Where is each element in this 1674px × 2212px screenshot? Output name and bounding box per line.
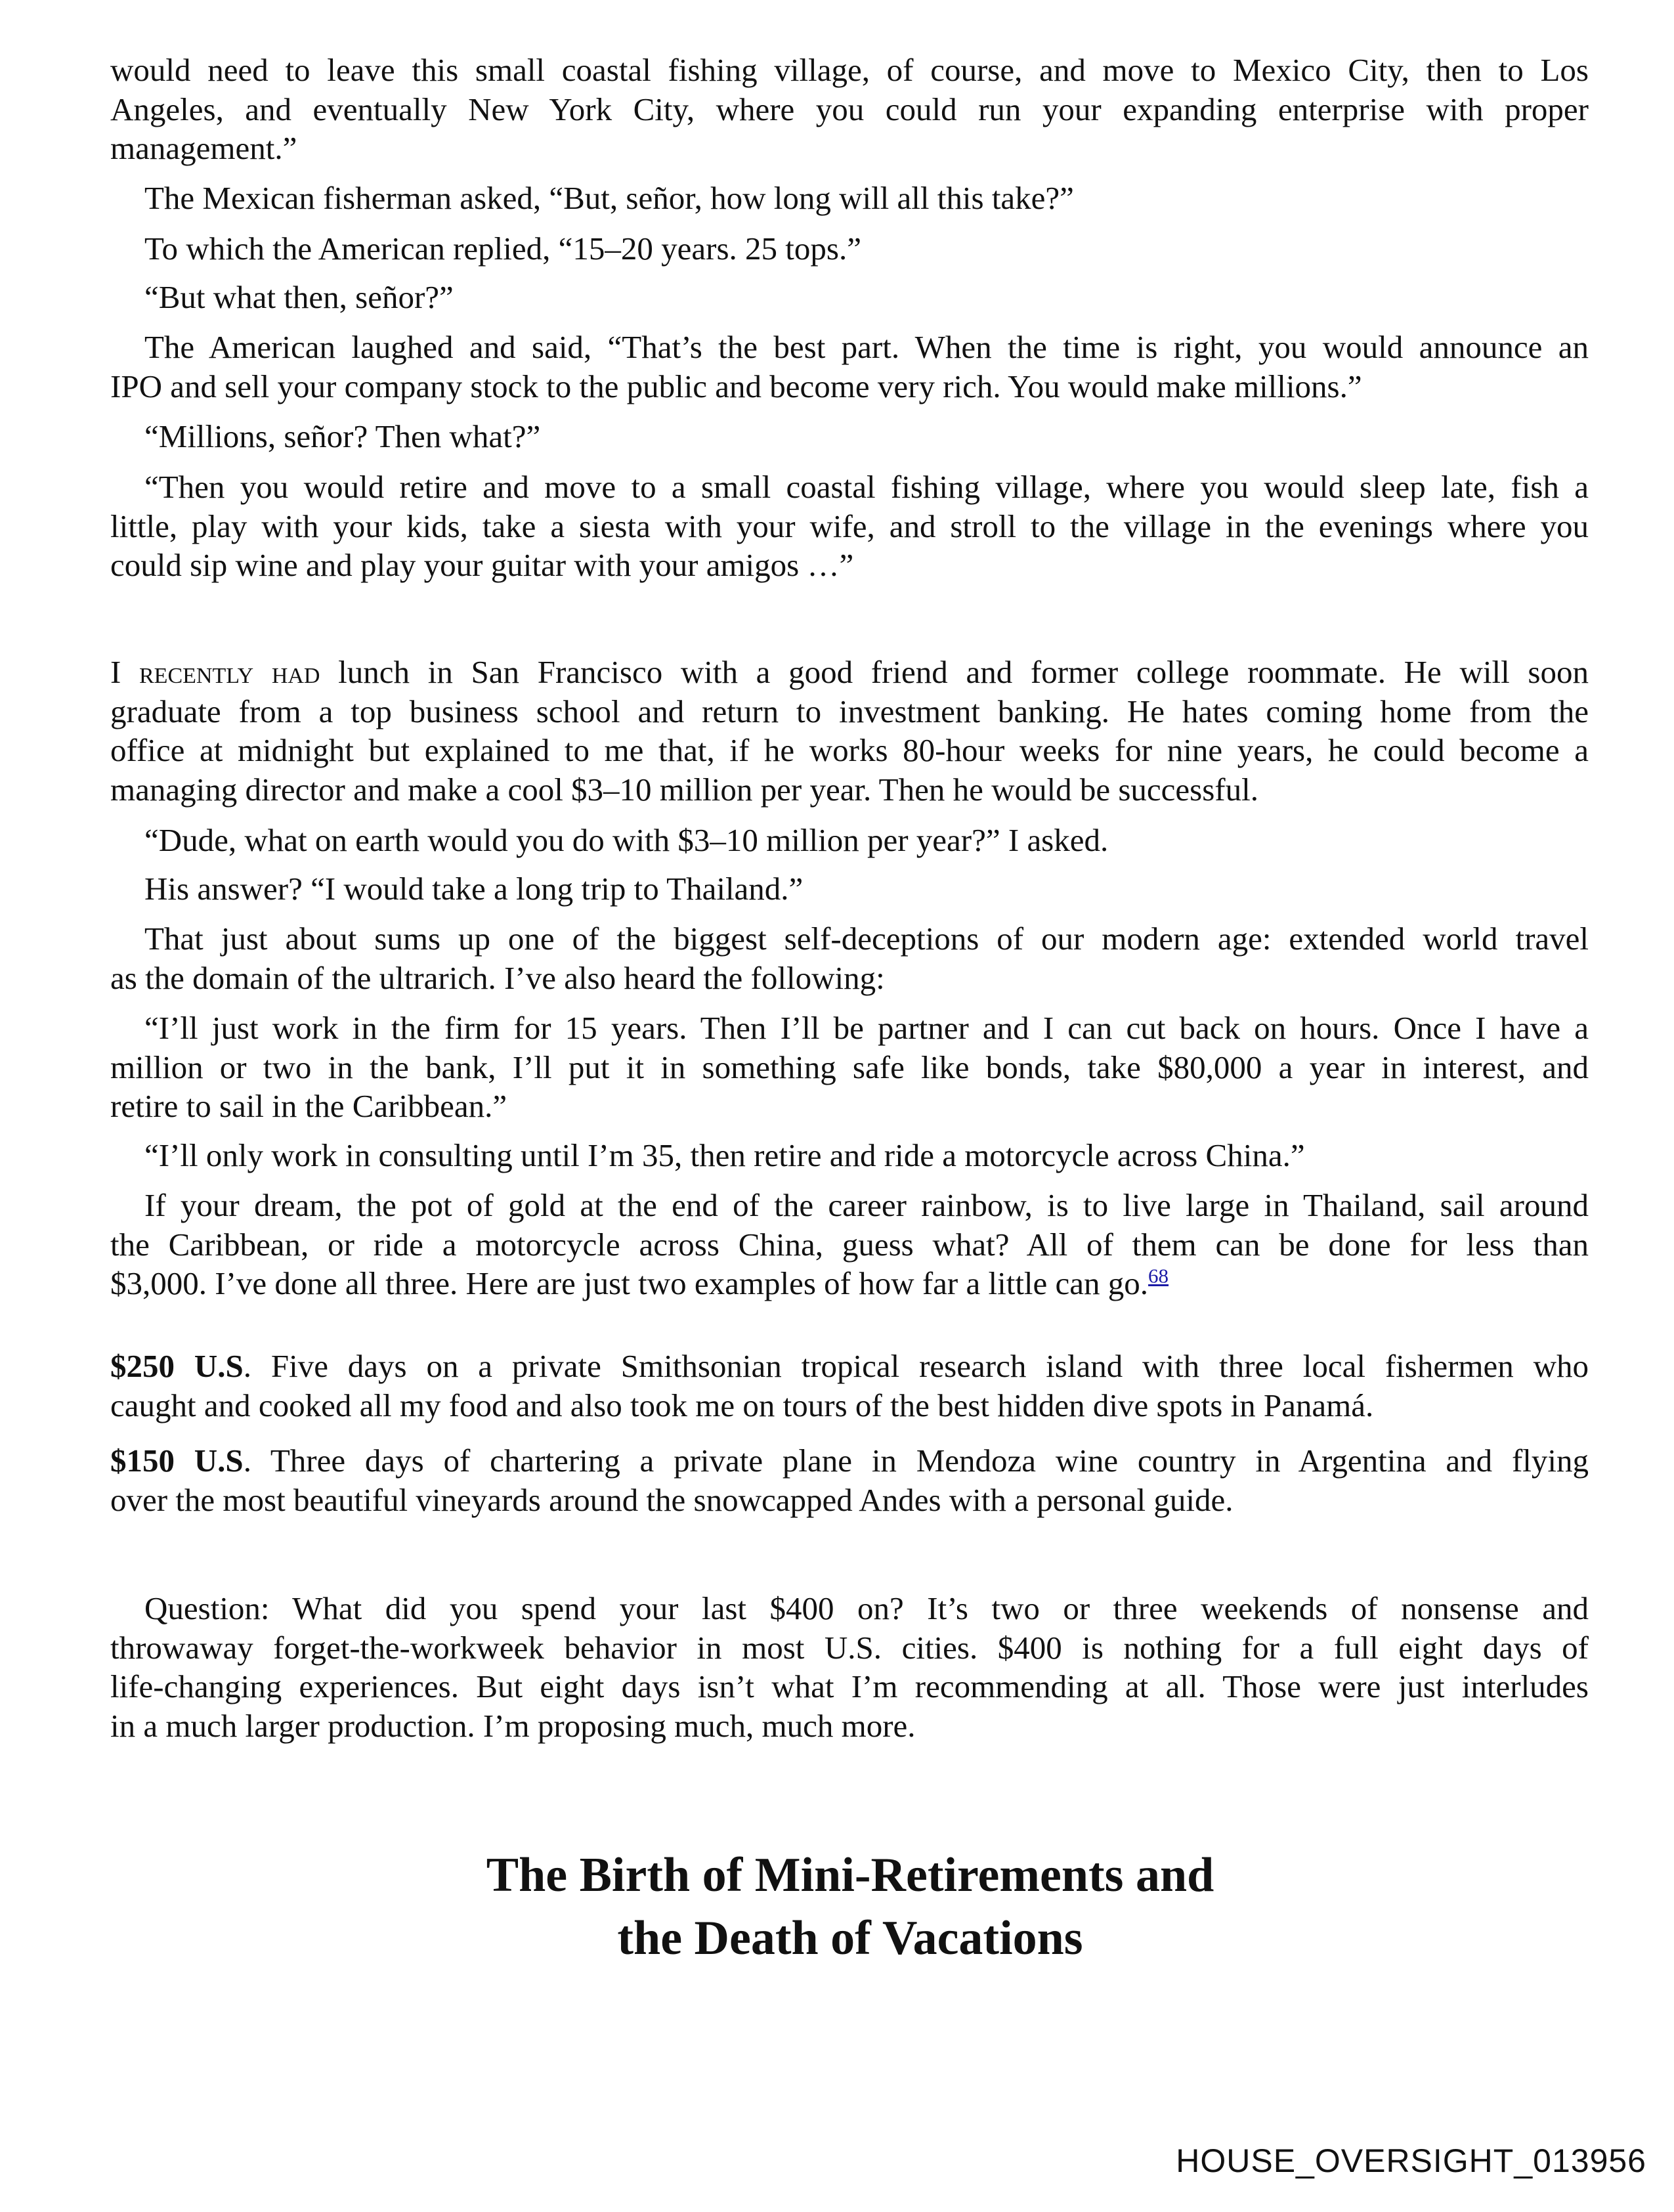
text-line bbox=[110, 1136, 1589, 1175]
text-line bbox=[110, 1628, 1589, 1668]
text-line bbox=[110, 417, 1589, 456]
line-text: . Three days of chartering a private plane in Mendoza wine country in Argentina and flying bbox=[243, 1442, 1589, 1479]
line-text: “Then you would retire and move to a small coastal fishing village, where you would sleep late, fish a bbox=[144, 469, 1589, 505]
line-text: “I’ll just work in the firm for 15 years. Then I’ll be partner and I can cut back on hours. Once I have a bbox=[144, 1010, 1589, 1046]
paragraph bbox=[110, 1008, 1589, 1126]
line-text: The Mexican fisherman asked, “But, señor, how long will all this take?” bbox=[144, 180, 1074, 216]
text-line bbox=[110, 1186, 1589, 1225]
line-text: The American laughed and said, “That’s the best part. When the time is right, you would announce an bbox=[144, 329, 1589, 365]
paragraph bbox=[110, 417, 1589, 456]
line-text: “Dude, what on earth would you do with $3–10 million per year?” I asked. bbox=[144, 822, 1109, 858]
paragraph bbox=[110, 1589, 1589, 1745]
line-text: His answer? “I would take a long trip to Thailand.” bbox=[144, 871, 804, 907]
line-text: little, play with your kids, take a siesta with your wife, and stroll to the village in the evenings where you bbox=[110, 508, 1589, 544]
text-line bbox=[110, 1008, 1589, 1048]
text-line bbox=[110, 869, 1589, 909]
line-text: the Caribbean, or ride a motorcycle across China, guess what? All of them can be done for less than bbox=[110, 1226, 1589, 1263]
paragraph bbox=[110, 179, 1589, 218]
price-lead: $250 U.S bbox=[110, 1348, 244, 1384]
line-text: managing director and make a cool $3–10 million per year. Then he would be successful. bbox=[110, 771, 1258, 808]
text-line bbox=[110, 278, 1589, 317]
text-line bbox=[110, 1264, 1589, 1303]
line-text: could sip wine and play your guitar with your amigos …” bbox=[110, 547, 854, 583]
line-text: That just about sums up one of the biggest self-deceptions of our modern age: extended world travel bbox=[144, 921, 1589, 957]
text-line bbox=[110, 507, 1589, 546]
text-line bbox=[110, 1386, 1589, 1425]
text-line bbox=[110, 179, 1589, 218]
line-text: If your dream, the pot of gold at the end of the career rainbow, is to live large in Thailand, sail around bbox=[144, 1187, 1589, 1223]
line-text: would need to leave this small coastal fishing village, of course, and move to Mexico City, then to Los bbox=[110, 52, 1589, 88]
line-text: IPO and sell your company stock to the public and become very rich. You would make millions.” bbox=[110, 368, 1362, 404]
line-text: “I’ll only work in consulting until I’m 35, then retire and ride a motorcycle across China.” bbox=[144, 1137, 1305, 1173]
paragraph bbox=[110, 278, 1589, 317]
paragraph bbox=[110, 1136, 1589, 1175]
line-text: over the most beautiful vineyards around the snowcapped Andes with a personal guide. bbox=[110, 1481, 1234, 1518]
line-text: To which the American replied, “15–20 years. 25 tops.” bbox=[144, 230, 861, 267]
paragraph bbox=[110, 229, 1589, 269]
text-line bbox=[110, 1589, 1589, 1628]
price-lead: $150 U.S bbox=[110, 1442, 244, 1479]
text-line bbox=[110, 546, 1589, 585]
line-text: caught and cooked all my food and also took me on tours of the best hidden dive spots in Panamá. bbox=[110, 1387, 1374, 1423]
line-text: retire to sail in the Caribbean.” bbox=[110, 1088, 507, 1124]
paragraph bbox=[110, 1186, 1589, 1303]
line-text: million or two in the bank, I’ll put it in something safe like bonds, take $80,000 a year in interest, and bbox=[110, 1049, 1589, 1085]
line-text: throwaway forget-the-workweek behavior in most U.S. cities. $400 is nothing for a full eight days of bbox=[110, 1629, 1589, 1666]
text-line bbox=[110, 770, 1589, 810]
text-line bbox=[110, 821, 1589, 860]
text-line bbox=[110, 229, 1589, 269]
text-line bbox=[110, 367, 1589, 406]
small-caps-lead: I recently had bbox=[110, 654, 320, 690]
line-text: management.” bbox=[110, 130, 297, 166]
paragraph bbox=[110, 653, 1589, 809]
footnote-link[interactable]: 68 bbox=[1148, 1264, 1169, 1288]
paragraph bbox=[110, 51, 1589, 168]
text-line bbox=[110, 1441, 1589, 1481]
text-line bbox=[110, 959, 1589, 998]
text-line bbox=[110, 1481, 1589, 1520]
text-line bbox=[110, 1347, 1589, 1386]
text-line bbox=[110, 51, 1589, 90]
text-line bbox=[110, 90, 1589, 129]
text-line bbox=[110, 653, 1589, 692]
line-text: $3,000. I’ve done all three. Here are just two examples of how far a little can go. bbox=[110, 1265, 1149, 1301]
paragraph bbox=[110, 821, 1589, 860]
section-heading-line-1: The Birth of Mini-Retirements and bbox=[486, 1848, 1214, 1902]
line-text: graduate from a top business school and return to investment banking. He hates coming home from the bbox=[110, 693, 1589, 729]
bates-stamp: HOUSE_OVERSIGHT_013956 bbox=[1176, 2142, 1646, 2179]
text-line bbox=[110, 1048, 1589, 1087]
line-text: office at midnight but explained to me that, if he works 80-hour weeks for nine years, he could become a bbox=[110, 732, 1589, 768]
paragraph bbox=[110, 467, 1589, 585]
text-line bbox=[110, 328, 1589, 367]
paragraph bbox=[110, 328, 1589, 406]
text-line bbox=[110, 1087, 1589, 1126]
text-line bbox=[110, 731, 1589, 770]
line-text: Angeles, and eventually New York City, where you could run your expanding enterprise with proper bbox=[110, 91, 1589, 127]
section-heading-line-2: the Death of Vacations bbox=[617, 1911, 1083, 1965]
line-text: as the domain of the ultrarich. I’ve also heard the following: bbox=[110, 959, 885, 996]
text-line bbox=[110, 919, 1589, 959]
line-text: Question: What did you spend your last $400 on? It’s two or three weekends of nonsense and bbox=[144, 1590, 1589, 1626]
text-line bbox=[110, 1225, 1589, 1265]
text-line bbox=[110, 1667, 1589, 1706]
line-text: lunch in San Francisco with a good friend and former college roommate. He will soon bbox=[320, 654, 1589, 690]
line-text: . Five days on a private Smithsonian tropical research island with three local fishermen who bbox=[243, 1348, 1589, 1384]
paragraph bbox=[110, 919, 1589, 997]
line-text: “But what then, señor?” bbox=[144, 279, 454, 315]
text-line bbox=[110, 692, 1589, 731]
line-text: “Millions, señor? Then what?” bbox=[144, 418, 541, 454]
paragraph bbox=[110, 1347, 1589, 1425]
line-text: life-changing experiences. But eight days isn’t what I’m recommending at all. Those were just interludes bbox=[110, 1668, 1589, 1704]
paragraph bbox=[110, 869, 1589, 909]
line-text: in a much larger production. I’m proposing much, much more. bbox=[110, 1707, 916, 1744]
text-line bbox=[110, 129, 1589, 168]
text-line bbox=[110, 467, 1589, 507]
text-line bbox=[110, 1706, 1589, 1746]
paragraph bbox=[110, 1441, 1589, 1519]
